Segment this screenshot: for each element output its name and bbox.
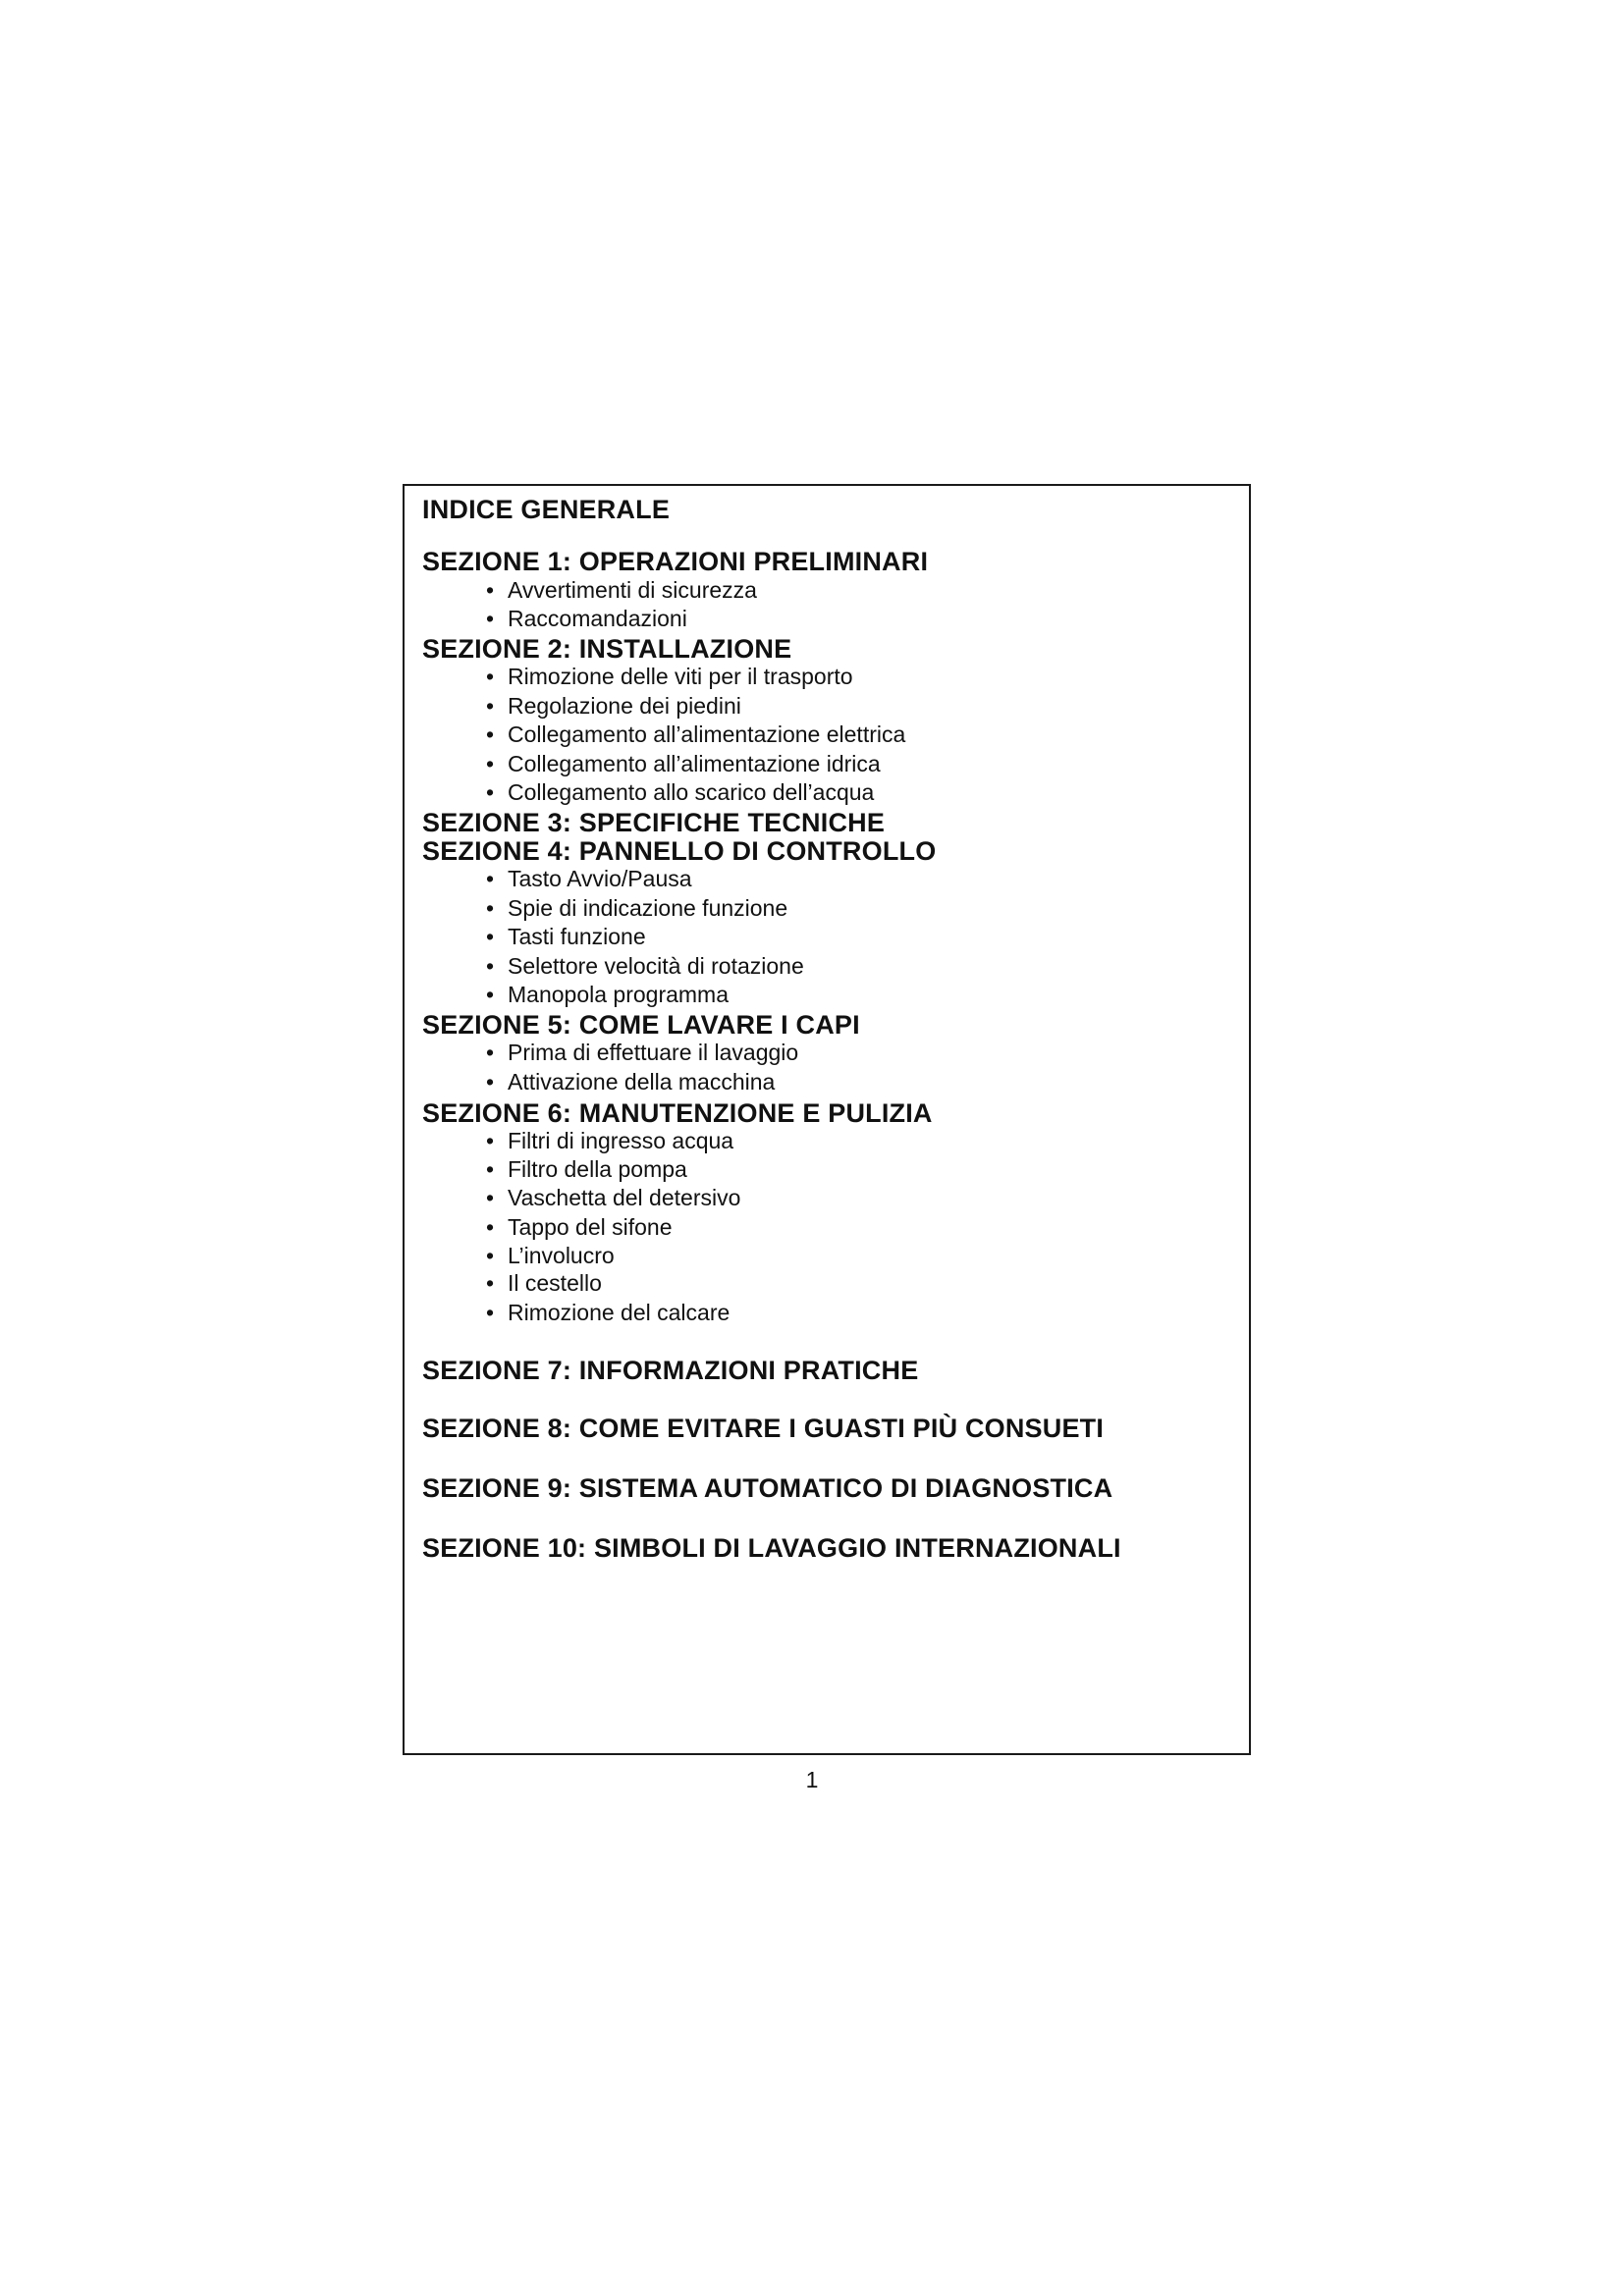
toc-item-label: Filtro della pompa <box>508 1156 687 1182</box>
toc-list-item <box>486 982 730 1008</box>
bullet-icon: • <box>486 1069 495 1095</box>
toc-item-label: Collegamento all’alimentazione elettrica <box>508 721 906 747</box>
toc-list-item <box>486 924 646 950</box>
toc-list-item <box>486 664 853 690</box>
bullet-icon: • <box>486 1156 495 1182</box>
toc-list-item <box>486 1069 776 1095</box>
section-heading: SEZIONE 3: SPECIFICHE TECNICHE <box>422 808 886 837</box>
toc-list-item <box>486 1156 687 1183</box>
toc-list-item <box>486 1300 731 1326</box>
bullet-icon: • <box>486 606 495 631</box>
section-heading: SEZIONE 7: INFORMAZIONI PRATICHE <box>422 1356 919 1385</box>
toc-list-item <box>486 1040 799 1066</box>
toc-item-label: Avvertimenti di sicurezza <box>508 577 757 603</box>
toc-list-item <box>486 1243 615 1269</box>
toc-item-label: Tappo del sifone <box>508 1214 673 1240</box>
bullet-icon: • <box>486 1185 495 1210</box>
toc-item-label: Collegamento all’alimentazione idrica <box>508 751 881 776</box>
bullet-icon: • <box>486 1300 495 1325</box>
bullet-icon: • <box>486 664 495 689</box>
bullet-icon: • <box>486 1214 495 1240</box>
bullet-icon: • <box>486 982 495 1007</box>
section-heading: SEZIONE 2: INSTALLAZIONE <box>422 634 792 664</box>
toc-list-item <box>486 953 804 980</box>
toc-item-label: Spie di indicazione funzione <box>508 895 788 921</box>
bullet-icon: • <box>486 866 495 891</box>
toc-item-label: Vaschetta del detersivo <box>508 1185 741 1210</box>
toc-item-label: Il cestello <box>508 1270 602 1296</box>
section-heading: SEZIONE 1: OPERAZIONI PRELIMINARI <box>422 547 929 576</box>
toc-item-label: Selettore velocità di rotazione <box>508 953 804 979</box>
toc-list-item <box>486 895 788 922</box>
toc-list-item <box>486 693 741 720</box>
bullet-icon: • <box>486 924 495 949</box>
toc-list <box>422 486 1247 1753</box>
toc-list-item <box>486 751 881 777</box>
toc-list-item <box>486 577 757 604</box>
section-heading: SEZIONE 4: PANNELLO DI CONTROLLO <box>422 836 937 866</box>
section-heading: SEZIONE 9: SISTEMA AUTOMATICO DI DIAGNOSTICA <box>422 1473 1113 1503</box>
toc-list-item <box>486 1185 741 1211</box>
bullet-icon: • <box>486 1243 495 1268</box>
bullet-icon: • <box>486 577 495 603</box>
section-heading: SEZIONE 5: COME LAVARE I CAPI <box>422 1010 860 1040</box>
toc-item-label: Raccomandazioni <box>508 606 687 631</box>
toc-item-label: Filtri di ingresso acqua <box>508 1128 734 1153</box>
toc-list-item <box>486 1270 602 1297</box>
toc-title: INDICE GENERALE <box>422 495 671 524</box>
bullet-icon: • <box>486 1128 495 1153</box>
bullet-icon: • <box>486 1270 495 1296</box>
section-heading: SEZIONE 10: SIMBOLI DI LAVAGGIO INTERNAZIONALI <box>422 1533 1121 1563</box>
toc-item-label: Tasto Avvio/Pausa <box>508 866 692 891</box>
toc-item-label: Collegamento allo scarico dell’acqua <box>508 779 875 805</box>
bullet-icon: • <box>486 693 495 719</box>
toc-item-label: Rimozione delle viti per il trasporto <box>508 664 853 689</box>
toc-list-item <box>486 1128 734 1154</box>
toc-item-label: Rimozione del calcare <box>508 1300 731 1325</box>
toc-list-item <box>486 721 906 748</box>
toc-list-item <box>486 866 692 892</box>
bullet-icon: • <box>486 779 495 805</box>
toc-list-item <box>486 1214 673 1241</box>
bullet-icon: • <box>486 1040 495 1065</box>
toc-item-label: Tasti funzione <box>508 924 646 949</box>
bullet-icon: • <box>486 751 495 776</box>
table-of-contents-box <box>403 484 1251 1755</box>
toc-list-item <box>486 606 687 632</box>
bullet-icon: • <box>486 721 495 747</box>
page-number: 1 <box>805 1767 819 1792</box>
bullet-icon: • <box>486 895 495 921</box>
toc-item-label: Prima di effettuare il lavaggio <box>508 1040 799 1065</box>
section-heading: SEZIONE 6: MANUTENZIONE E PULIZIA <box>422 1098 933 1128</box>
toc-item-label: L’involucro <box>508 1243 615 1268</box>
section-heading: SEZIONE 8: COME EVITARE I GUASTI PIÙ CONSUETI <box>422 1414 1105 1443</box>
toc-item-label: Regolazione dei piedini <box>508 693 741 719</box>
toc-list-item <box>486 779 875 806</box>
toc-item-label: Manopola programma <box>508 982 730 1007</box>
toc-item-label: Attivazione della macchina <box>508 1069 776 1095</box>
bullet-icon: • <box>486 953 495 979</box>
